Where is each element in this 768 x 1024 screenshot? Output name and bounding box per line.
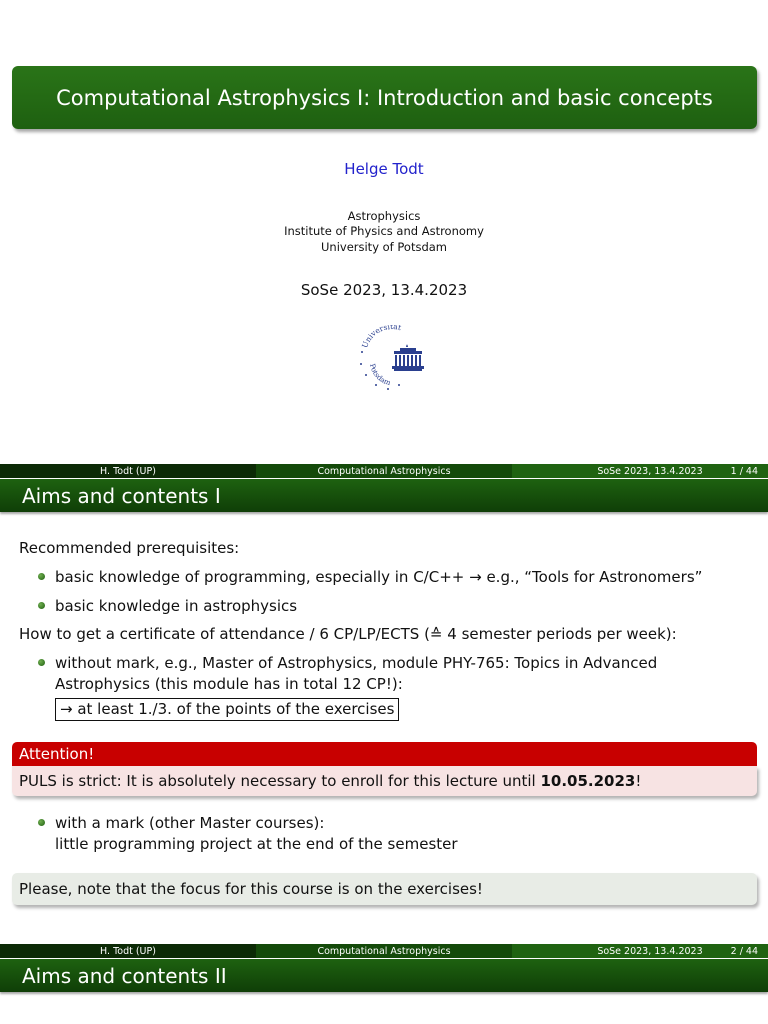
footline (0, 944, 768, 958)
bullet-icon (38, 659, 45, 666)
footline-date: SoSe 2023, 13.4.2023 (597, 465, 703, 477)
bullet-icon (38, 819, 45, 826)
presentation-date: SoSe 2023, 13.4.2023 (300, 281, 468, 299)
frame-title-bar (0, 479, 768, 512)
prerequisites-heading: Recommended prerequisites: (19, 539, 240, 557)
alert-deadline: 10.05.2023 (540, 772, 636, 790)
page-number: 2 / 44 (730, 945, 758, 957)
alert-title: Attention! (19, 745, 95, 763)
certificate-heading: How to get a certificate of attendance / 6 CP/LP/ECTS (≙ 4 semester periods per week): (19, 625, 677, 643)
seal-arc-top-text: Universität (360, 325, 403, 350)
frame-title-bar (0, 959, 768, 992)
institute-line-2: Institute of Physics and Astronomy (284, 224, 484, 238)
bullet-icon (38, 602, 45, 609)
footline-course: Computational Astrophysics (256, 464, 512, 478)
institute-line-1: Astrophysics (347, 209, 421, 223)
slide-title-box (12, 66, 757, 129)
with-mark-line-1: with a mark (other Master courses): (55, 814, 325, 832)
footline-author: H. Todt (UP) (0, 464, 256, 478)
bullet-icon (38, 573, 45, 580)
alert-block-body (12, 766, 757, 796)
framed-requirement-text: → at least 1./3. of the points of the exercises (55, 698, 399, 721)
with-mark-line-2: little programming project at the end of the semester (55, 835, 458, 853)
note-text: Please, note that the focus for this course is on the exercises! (19, 880, 483, 898)
framed-requirement (55, 698, 399, 721)
footline-date-page (512, 944, 768, 958)
slide-title: Computational Astrophysics I: Introduction and basic concepts (56, 85, 713, 110)
frame-title: Aims and contents II (22, 963, 227, 988)
footline-author: H. Todt (UP) (0, 944, 256, 958)
page-number: 1 / 44 (730, 465, 758, 477)
note-block (12, 873, 757, 905)
frame-title: Aims and contents I (22, 483, 221, 508)
without-mark-line-2: Astrophysics (this module has in total 12 CP!): (55, 675, 403, 693)
seal-arc-left-text: Potsdam (368, 362, 392, 388)
alert-block-title (12, 742, 757, 766)
author-name: Helge Todt (344, 160, 424, 178)
without-mark-line-1: without mark, e.g., Master of Astrophysics, module PHY-765: Topics in Advanced (55, 654, 658, 672)
prerequisite-item-1: basic knowledge of programming, especially in C/C++ → e.g., “Tools for Astronomers” (55, 568, 703, 586)
footline-date: SoSe 2023, 13.4.2023 (597, 945, 703, 957)
footline-date-page (512, 464, 768, 478)
footline-course: Computational Astrophysics (256, 944, 512, 958)
footline (0, 464, 768, 478)
alert-text: PULS is strict: It is absolutely necessary to enroll for this lecture until 10.05.2023! (19, 772, 642, 790)
prerequisite-item-2: basic knowledge in astrophysics (55, 597, 298, 615)
university-potsdam-seal-icon (354, 325, 424, 395)
institute-line-3: University of Potsdam (320, 240, 448, 254)
